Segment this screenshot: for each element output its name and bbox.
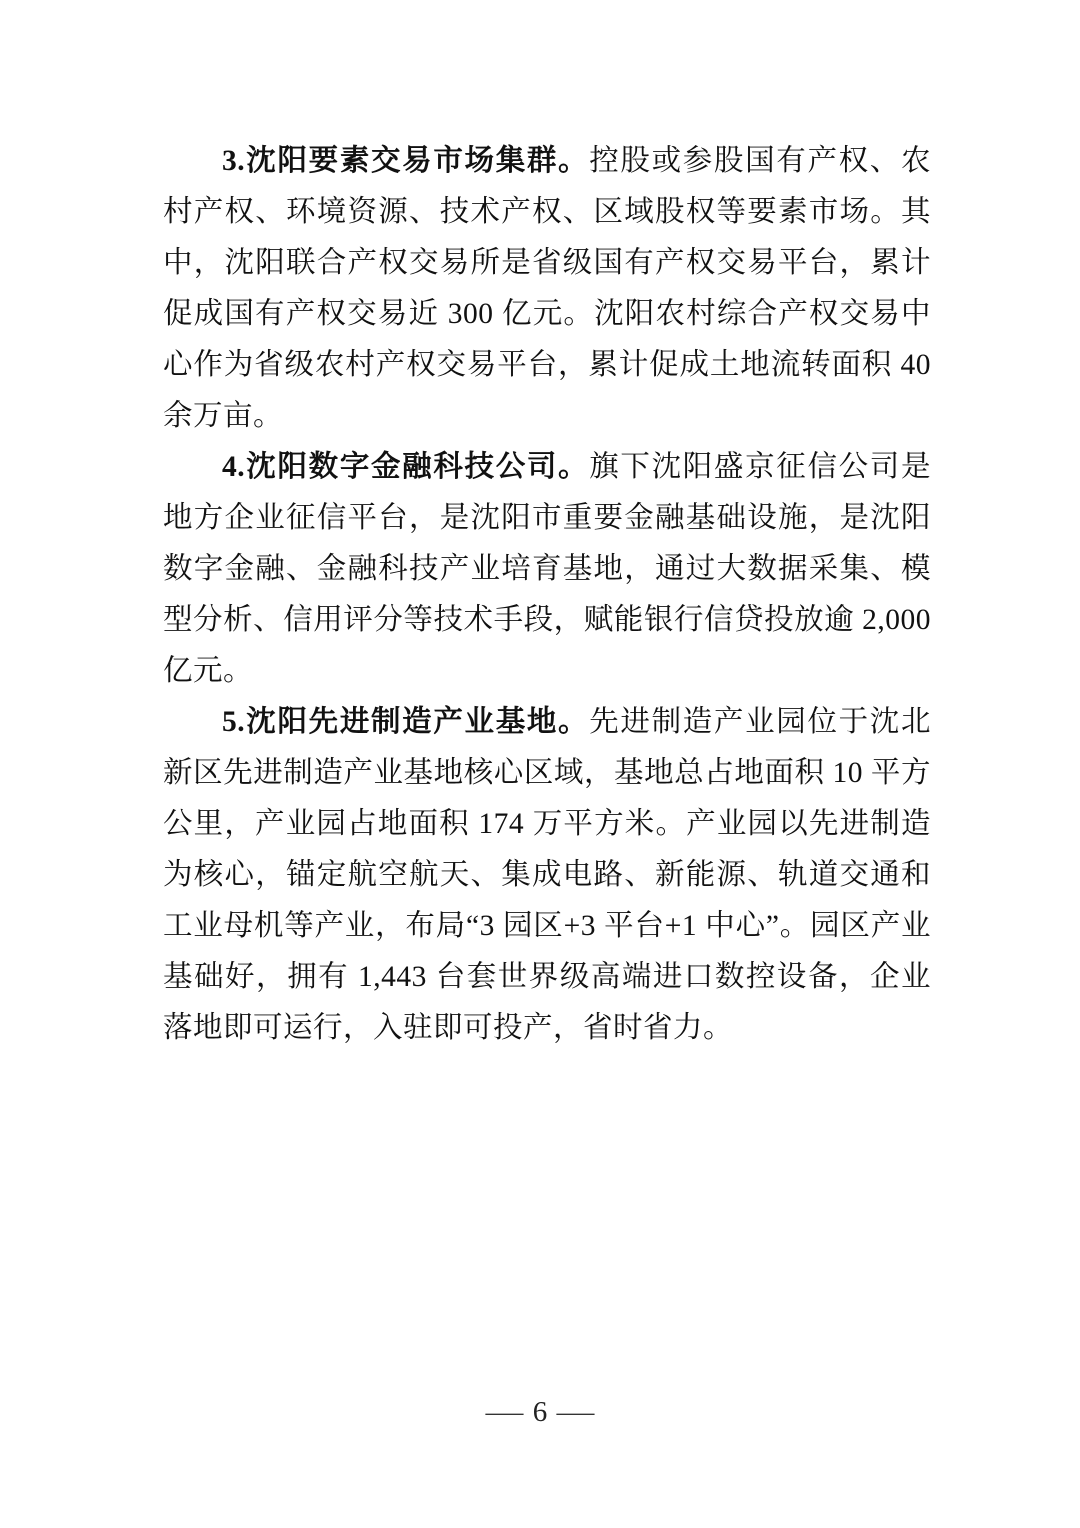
footer-left-dash: — bbox=[485, 1396, 524, 1428]
paragraph-5-heading-text: 沈阳先进制造产业基地。 bbox=[245, 706, 590, 738]
paragraph-5-heading bbox=[222, 706, 589, 738]
paragraph-3-text: 控股或参股国有产权、农村产权、环境资源、技术产权、区域股权等要素市场。其中，沈阳联合产权交易所是省级国有产权交易平台，累计促成国有产权交易近 300 亿元。沈阳农村综合产权交易中心作为省级农村产权交易平台，累计促成土地流转面积 40 余万亩。 bbox=[163, 145, 931, 432]
paragraph-4 bbox=[163, 442, 931, 697]
paragraph-5-number: 5. bbox=[222, 706, 246, 738]
paragraph-4-number: 4. bbox=[222, 451, 246, 483]
paragraph-5 bbox=[163, 697, 931, 1054]
document-body bbox=[163, 136, 931, 1054]
paragraph-5-text: 先进制造产业园位于沈北新区先进制造产业基地核心区域，基地总占地面积 10 平方公里，产业园占地面积 174 万平方米。产业园以先进制造为核心，锚定航空航天、集成电路、新能源、轨道交通和工业母机等产业，布局“3 园区+3 平台+1 中心”。园区产业基础好，拥有 1,443 台套世界级高端进口数控设备，企业落地即可运行，入驻即可投产，省时省力。 bbox=[163, 706, 931, 1044]
paragraph-3-heading-text: 沈阳要素交易市场集群。 bbox=[245, 145, 590, 177]
paragraph-3-heading bbox=[222, 145, 589, 177]
footer-right-dash: — bbox=[556, 1396, 595, 1428]
paragraph-3-number: 3. bbox=[222, 145, 246, 177]
paragraph-4-heading bbox=[222, 451, 589, 483]
page-footer bbox=[0, 1392, 1080, 1432]
paragraph-4-text: 旗下沈阳盛京征信公司是地方企业征信平台，是沈阳市重要金融基础设施，是沈阳数字金融、金融科技产业培育基地，通过大数据采集、模型分析、信用评分等技术手段，赋能银行信贷投放逾 2,000 亿元。 bbox=[163, 451, 931, 687]
paragraph-4-heading-text: 沈阳数字金融科技公司。 bbox=[245, 451, 590, 483]
page-number: 6 bbox=[532, 1396, 548, 1428]
paragraph-3 bbox=[163, 136, 931, 442]
